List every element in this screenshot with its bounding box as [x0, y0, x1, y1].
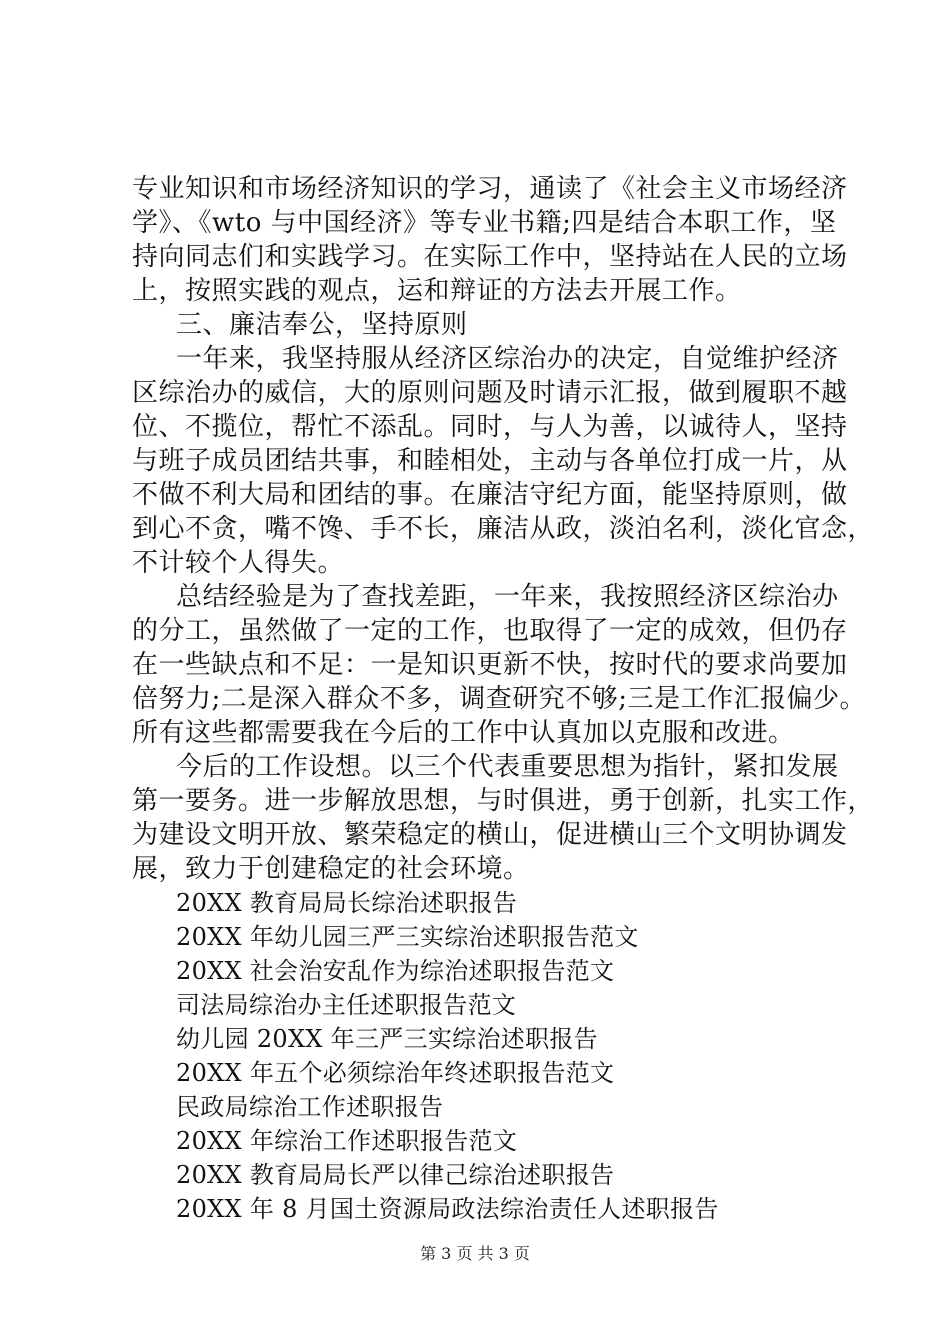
text-line: 一年来，我坚持服从经济区综治办的决定，自觉维护经济: [176, 344, 839, 374]
related-link[interactable]: 20XX 年综治工作述职报告范文: [176, 1127, 518, 1155]
text-line: 上，按照实践的观点，运和辩证的方法去开展工作。: [132, 276, 742, 306]
document-body: [132, 172, 875, 1226]
page-footer: 第 3 页 共 3 页: [420, 1244, 530, 1263]
related-link[interactable]: 20XX 社会治安乱作为综治述职报告范文: [176, 957, 615, 985]
related-link[interactable]: 20XX 年 8 月国土资源局政法综治责任人述职报告: [176, 1195, 719, 1223]
related-link[interactable]: 司法局综治办主任述职报告范文: [176, 991, 517, 1019]
text-line: 学》、《wto 与中国经济》等专业书籍;四是结合本职工作，坚: [132, 208, 837, 238]
text-line: 到心不贪，嘴不馋、手不长，廉洁从政，淡泊名利，淡化官念，: [132, 514, 875, 544]
text-line: 展，致力于创建稳定的社会环境。: [132, 854, 530, 884]
text-line: 区综治办的威信，大的原则问题及时请示汇报，做到履职不越: [132, 378, 848, 408]
text-line: 今后的工作设想。以三个代表重要思想为指针，紧扣发展: [176, 752, 839, 782]
section-heading: 三、廉洁奉公，坚持原则: [176, 310, 468, 340]
text-line: 所有这些都需要我在今后的工作中认真加以克服和改进。: [132, 718, 795, 748]
text-line: 位、不揽位，帮忙不添乱。同时，与人为善，以诚待人，坚持: [132, 412, 848, 442]
text-line: 总结经验是为了查找差距，一年来，我按照经济区综治办: [176, 582, 839, 612]
related-link[interactable]: 民政局综治工作述职报告: [176, 1093, 444, 1121]
text-line: 不计较个人得失。: [132, 548, 345, 578]
related-link[interactable]: 幼儿园 20XX 年三严三实综治述职报告: [176, 1025, 598, 1053]
related-link[interactable]: 20XX 年五个必须综治年终述职报告范文: [176, 1059, 615, 1087]
text-line: 为建设文明开放、繁荣稳定的横山，促进横山三个文明协调发: [132, 820, 848, 850]
text-line: 的分工，虽然做了一定的工作，也取得了一定的成效，但仍存: [132, 616, 848, 646]
related-link[interactable]: 20XX 年幼儿园三严三实综治述职报告范文: [176, 923, 639, 951]
text-line: 持向同志们和实践学习。在实际工作中，坚持站在人民的立场: [132, 242, 848, 272]
related-links-list: [132, 886, 832, 1226]
text-line: 倍努力;二是深入群众不多，调查研究不够;三是工作汇报偏少。: [132, 684, 867, 714]
text-line: 在一些缺点和不足：一是知识更新不快，按时代的要求尚要加: [132, 650, 848, 680]
text-line: 与班子成员团结共事，和睦相处，主动与各单位打成一片，从: [132, 446, 848, 476]
text-line: 不做不利大局和团结的事。在廉洁守纪方面，能坚持原则，做: [132, 480, 848, 510]
text-line: 第一要务。进一步解放思想，与时俱进，勇于创新，扎实工作，: [132, 786, 875, 816]
related-link[interactable]: 20XX 教育局局长综治述职报告: [176, 889, 518, 917]
related-link[interactable]: 20XX 教育局局长严以律己综治述职报告: [176, 1161, 615, 1189]
text-line: 专业知识和市场经济知识的学习，通读了《社会主义市场经济: [132, 174, 848, 204]
